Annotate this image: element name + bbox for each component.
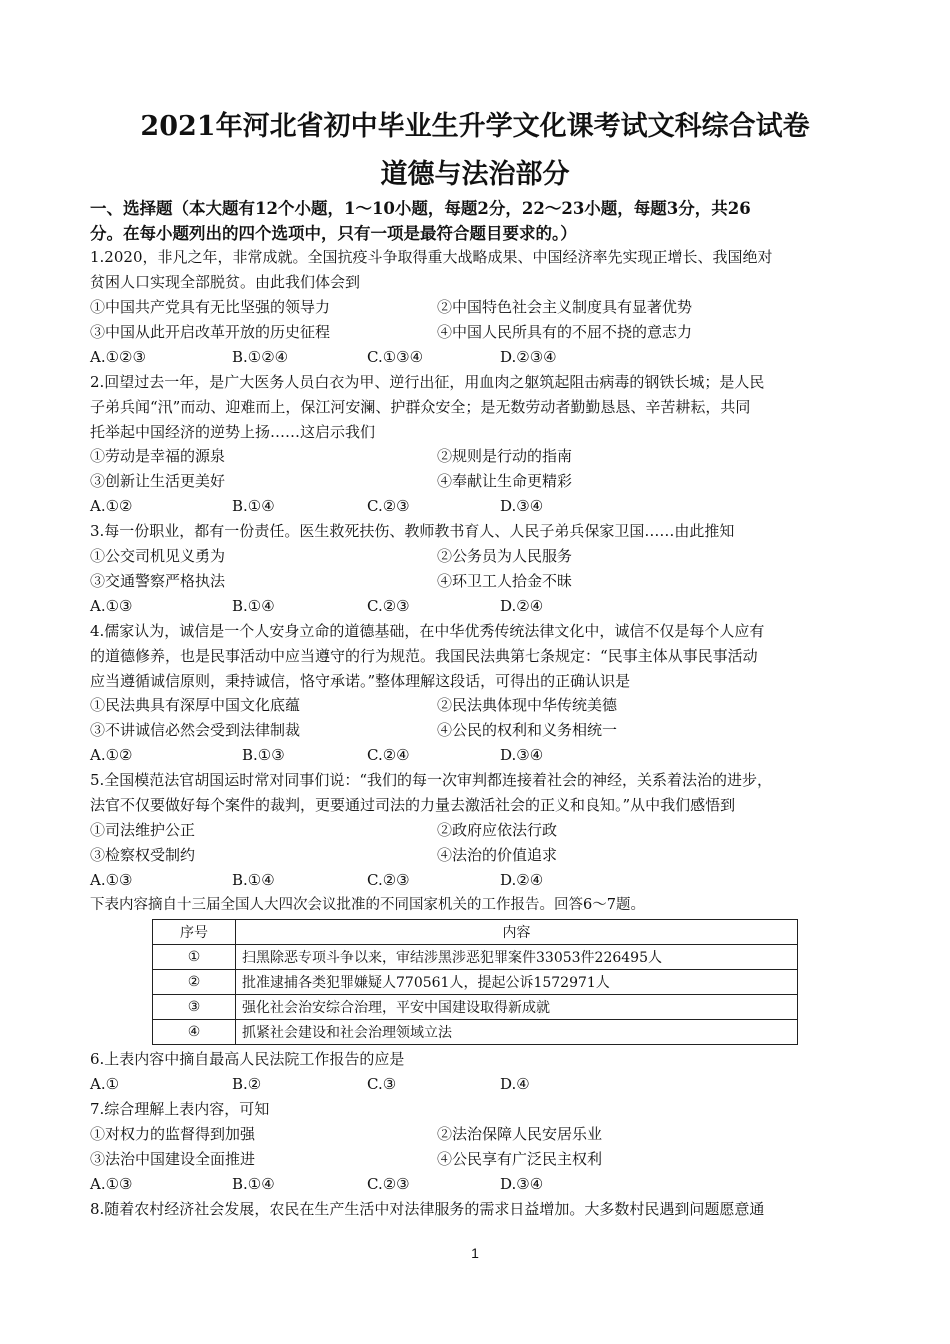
- q7-item: ③法治中国建设全面推进: [90, 1150, 256, 1168]
- q6-option-c: C.③: [367, 1075, 397, 1093]
- table-cell-number: ④: [153, 1020, 236, 1045]
- exam-subtitle: 道德与法治部分: [380, 159, 570, 190]
- q4-stem-line: 应当遵循诚信原则，秉持诚信，恪守承诺。”整体理解这段话，可得出的正确认识是: [90, 672, 631, 690]
- q7-stem-line: 7.综合理解上表内容，可知: [90, 1100, 270, 1118]
- q4-option-a: A.①②: [90, 746, 133, 764]
- table-cell-number: ①: [153, 945, 236, 970]
- q1-item: ①中国共产党具有无比坚强的领导力: [90, 298, 331, 316]
- q5-item: ③检察权受制约: [90, 846, 196, 864]
- table-row: [153, 970, 798, 995]
- table-row: [153, 1020, 798, 1045]
- q2-option-a: A.①②: [90, 497, 133, 515]
- q3-option-a: A.①③: [90, 597, 133, 615]
- q2-stem-line: 子弟兵闻“汛”而动、迎难而上，保江河安澜、护群众安全；是无数劳动者勤勤恳恳、辛苦耕耘，共同: [90, 398, 751, 416]
- q4-option-d: D.③④: [500, 746, 544, 764]
- q3-item: ③交通警察严格执法: [90, 572, 226, 590]
- q2-option-b: B.①④: [232, 497, 275, 515]
- q5-item: ①司法维护公正: [90, 821, 196, 839]
- q4-item: ④公民的权利和义务相统一: [437, 721, 618, 739]
- table-header-cell: 内容: [236, 920, 798, 945]
- q1-stem-line: 贫困人口实现全部脱贫。由此我们体会到: [90, 273, 361, 291]
- q1-item: ④中国人民所具有的不屈不挠的意志力: [437, 323, 693, 341]
- page-number: 1: [471, 1245, 479, 1261]
- q4-option-c: C.②④: [367, 746, 410, 764]
- q2-stem-line: 2.回望过去一年，是广大医务人员白衣为甲、逆行出征，用血肉之躯筑起阻击病毒的钢铁长城；是人民: [90, 373, 765, 391]
- q2-item: ③创新让生活更美好: [90, 472, 226, 490]
- q4-stem-line: 4.儒家认为，诚信是一个人安身立命的道德基础，在中华优秀传统法律文化中，诚信不仅是每个人应有: [90, 622, 765, 640]
- q8-stem-line: 8.随着农村经济社会发展，农民在生产生活中对法律服务的需求日益增加。大多数村民遇到问题愿意通: [90, 1200, 765, 1218]
- q4-item: ③不讲诚信必然会受到法律制裁: [90, 721, 301, 739]
- q3-item: ④环卫工人拾金不昧: [437, 572, 573, 590]
- table-intro: 下表内容摘自十三届全国人大四次会议批准的不同国家机关的工作报告。回答6～7题。: [90, 897, 645, 913]
- q2-option-d: D.③④: [500, 497, 544, 515]
- q3-item: ②公务员为人民服务: [437, 547, 573, 565]
- q6-option-d: D.④: [500, 1075, 530, 1093]
- q6-option-b: B.②: [232, 1075, 262, 1093]
- q7-item: ①对权力的监督得到加强: [90, 1125, 256, 1143]
- q7-item: ④公民享有广泛民主权利: [437, 1150, 603, 1168]
- table-header-cell: 序号: [153, 920, 236, 945]
- table-cell-content: 批准逮捕各类犯罪嫌疑人770561人，提起公诉1572971人: [236, 970, 798, 995]
- table-cell-number: ③: [153, 995, 236, 1020]
- q1-option-a: A.①②③: [90, 348, 146, 366]
- q3-stem-line: 3.每一份职业，都有一份责任。医生救死扶伤、教师教书育人、人民子弟兵保家卫国……由此推知: [90, 522, 735, 540]
- q7-option-c: C.②③: [367, 1175, 410, 1193]
- q1-item: ②中国特色社会主义制度具有显著优势: [437, 298, 693, 316]
- q5-option-a: A.①③: [90, 871, 133, 889]
- q2-item: ④奉献让生命更精彩: [437, 472, 573, 490]
- q2-option-c: C.②③: [367, 497, 410, 515]
- q4-option-b: B.①③: [242, 746, 285, 764]
- q1-option-b: B.①②④: [232, 348, 289, 366]
- table-header-row: [153, 920, 798, 945]
- q1-option-c: C.①③④: [367, 348, 424, 366]
- section-heading: [90, 196, 890, 246]
- q4-stem-line: 的道德修养，也是民事活动中应当遵守的行为规范。我国民法典第七条规定：“民事主体从事民事活动: [90, 647, 758, 665]
- q5-option-d: D.②④: [500, 871, 544, 889]
- table-cell-content: 抓紧社会建设和社会治理领域立法: [236, 1020, 798, 1045]
- q7-option-d: D.③④: [500, 1175, 544, 1193]
- q6-option-a: A.①: [90, 1075, 120, 1093]
- q3-option-d: D.②④: [500, 597, 544, 615]
- q5-item: ②政府应依法行政: [437, 821, 558, 839]
- section-heading-line: 分。在每小题列出的四个选项中，只有一项是最符合题目要求的。）: [90, 224, 577, 243]
- q5-stem-line: 5.全国模范法官胡国运时常对同事们说：“我们的每一次审判都连接着社会的神经，关系着法治的进步，: [90, 771, 772, 789]
- q7-item: ②法治保障人民安居乐业: [437, 1125, 603, 1143]
- q4-item: ①民法典具有深厚中国文化底蕴: [90, 696, 301, 714]
- q2-stem-line: 托举起中国经济的逆势上扬……这启示我们: [90, 423, 376, 441]
- report-table: [152, 919, 798, 1045]
- q7-option-a: A.①③: [90, 1175, 133, 1193]
- table-row: [153, 995, 798, 1020]
- table-cell-number: ②: [153, 970, 236, 995]
- table-cell-content: 扫黑除恶专项斗争以来，审结涉黑涉恶犯罪案件33053件226495人: [236, 945, 798, 970]
- section-heading-line: 一、选择题（本大题有12个小题，1～10小题，每题2分，22～23小题，每题3分，共26: [90, 199, 751, 218]
- q7-option-b: B.①④: [232, 1175, 275, 1193]
- q1-stem-line: 1.2020，非凡之年，非常成就。全国抗疫斗争取得重大战略成果、中国经济率先实现正增长、我国绝对: [90, 248, 773, 266]
- q3-option-c: C.②③: [367, 597, 410, 615]
- q2-item: ②规则是行动的指南: [437, 447, 573, 465]
- q5-option-b: B.①④: [232, 871, 275, 889]
- exam-title: 2021年河北省初中毕业生升学文化课考试文科综合试卷: [140, 111, 810, 142]
- table-cell-content: 强化社会治安综合治理，平安中国建设取得新成就: [236, 995, 798, 1020]
- q5-option-c: C.②③: [367, 871, 410, 889]
- q3-item: ①公交司机见义勇为: [90, 547, 226, 565]
- q3-option-b: B.①④: [232, 597, 275, 615]
- q1-option-d: D.②③④: [500, 348, 557, 366]
- q5-stem-line: 法官不仅要做好每个案件的裁判，更要通过司法的力量去激活社会的正义和良知。”从中我们感悟到: [90, 796, 736, 814]
- table-row: [153, 945, 798, 970]
- q5-item: ④法治的价值追求: [437, 846, 558, 864]
- q2-item: ①劳动是幸福的源泉: [90, 447, 226, 465]
- q4-item: ②民法典体现中华传统美德: [437, 696, 618, 714]
- q6-stem-line: 6.上表内容中摘自最高人民法院工作报告的应是: [90, 1050, 405, 1068]
- q1-item: ③中国从此开启改革开放的历史征程: [90, 323, 331, 341]
